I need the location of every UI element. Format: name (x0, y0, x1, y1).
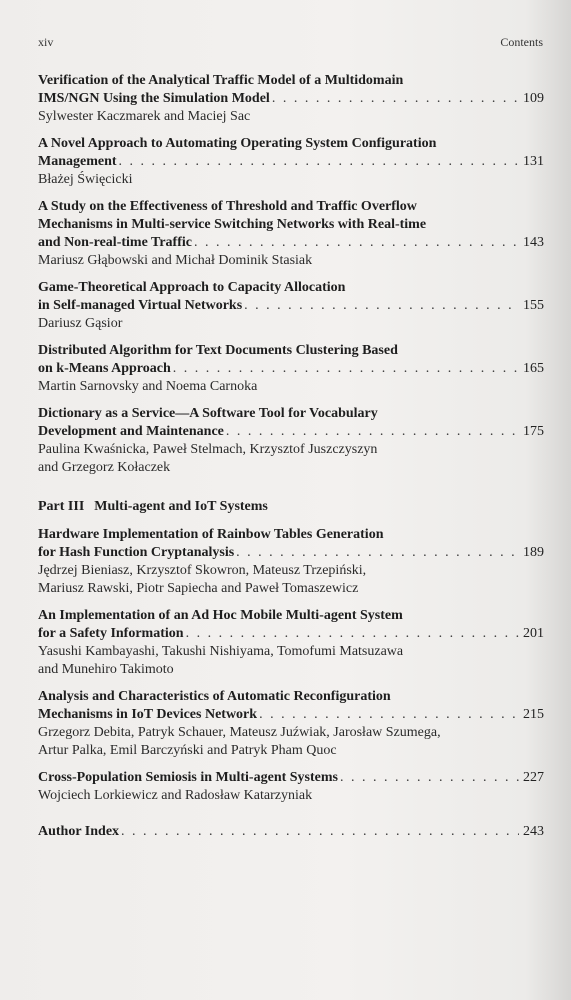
entry-authors: Grzegorz Debita, Patryk Schauer, Mateusz Juźwiak, Jarosław Szumega, (38, 725, 441, 740)
entry-authors: Dariusz Gąsior (38, 316, 123, 331)
entry-page-number: 189 (523, 545, 544, 560)
entry-title-text: Development and Maintenance (38, 424, 224, 439)
entry-authors: and Munehiro Takimoto (38, 662, 174, 677)
toc-entries-part-ii (38, 72, 544, 477)
entry-title-text: Mechanisms in IoT Devices Network (38, 707, 258, 722)
part-label: Part III (38, 499, 85, 514)
toc-entry[interactable] (38, 342, 544, 396)
entry-page-number: 109 (523, 91, 544, 106)
entry-title-last-line (38, 297, 544, 315)
dot-leader (119, 153, 519, 171)
entry-title-last-line (38, 90, 544, 108)
entry-authors: Błażej Święcicki (38, 172, 133, 187)
entry-page-number: 201 (523, 626, 544, 641)
toc-entry[interactable] (38, 688, 544, 760)
entry-title-last-line (38, 706, 544, 724)
toc-entry[interactable] (38, 405, 544, 477)
entry-title-line: Dictionary as a Service—A Software Tool for Vocabulary (38, 406, 378, 421)
entry-title-text: on k-Means Approach (38, 361, 171, 376)
dot-leader (173, 360, 519, 378)
entry-title-last-line (38, 625, 544, 643)
toc-entry[interactable] (38, 72, 544, 126)
entry-authors: and Grzegorz Kołaczek (38, 460, 171, 475)
entry-title-line: Analysis and Characteristics of Automatic Reconfiguration (38, 689, 391, 704)
page-number: xiv (38, 35, 54, 49)
running-head: Contents (500, 35, 543, 49)
page-header (38, 35, 543, 53)
dot-leader (244, 297, 519, 315)
entry-page-number: 165 (523, 361, 544, 376)
entry-title-last-line (38, 234, 544, 252)
entry-title-last-line (38, 544, 544, 562)
dot-leader (226, 423, 519, 441)
toc-entries-part-iii (38, 526, 544, 805)
entry-page-number: 143 (523, 235, 544, 250)
entry-authors: Mariusz Głąbowski and Michał Dominik Stasiak (38, 253, 313, 268)
toc-entry[interactable] (38, 279, 544, 333)
entry-title-last-line (38, 153, 544, 171)
toc-entry[interactable] (38, 198, 544, 270)
entry-title-line: Verification of the Analytical Traffic Model of a Multidomain (38, 73, 404, 88)
entry-title-line: An Implementation of an Ad Hoc Mobile Multi-agent System (38, 608, 403, 623)
entry-title-line: Hardware Implementation of Rainbow Tables Generation (38, 527, 384, 542)
entry-page-number: 131 (523, 154, 544, 169)
dot-leader (121, 823, 519, 841)
part-heading (38, 498, 544, 516)
entry-authors: Martin Sarnovsky and Noema Carnoka (38, 379, 258, 394)
dot-leader (259, 706, 519, 724)
entry-authors: Sylwester Kaczmarek and Maciej Sac (38, 109, 251, 124)
toc-entry[interactable] (38, 135, 544, 189)
dot-leader (236, 544, 519, 562)
entry-title-text: for a Safety Information (38, 626, 184, 641)
entry-page-number: 175 (523, 424, 544, 439)
entry-title-last-line (38, 360, 544, 378)
entry-title-line: Game-Theoretical Approach to Capacity Allocation (38, 280, 346, 295)
author-index-label: Author Index (38, 824, 120, 839)
entry-authors: Paulina Kwaśnicka, Paweł Stelmach, Krzysztof Juszczyszyn (38, 442, 378, 457)
entry-authors: Yasushi Kambayashi, Takushi Nishiyama, Tomofumi Matsuzawa (38, 644, 404, 659)
entry-title-text: and Non-real-time Traffic (38, 235, 192, 250)
entry-title-line: A Novel Approach to Automating Operating System Configuration (38, 136, 437, 151)
entry-title-line: Mechanisms in Multi-service Switching Networks with Real-time (38, 217, 427, 232)
toc-entry[interactable] (38, 769, 544, 805)
entry-authors: Wojciech Lorkiewicz and Radosław Katarzyniak (38, 788, 313, 803)
toc-entry[interactable] (38, 526, 544, 598)
author-index-page: 243 (523, 824, 544, 839)
entry-title-text: Management (38, 154, 117, 169)
entry-page-number: 215 (523, 707, 544, 722)
part-title: Multi-agent and IoT Systems (94, 499, 268, 514)
dot-leader (194, 234, 519, 252)
entry-page-number: 155 (523, 298, 544, 313)
entry-title-last-line (38, 423, 544, 441)
entry-title-text: IMS/NGN Using the Simulation Model (38, 91, 270, 106)
dot-leader (272, 90, 519, 108)
entry-title-text: for Hash Function Cryptanalysis (38, 545, 235, 560)
dot-leader (186, 625, 519, 643)
entry-title-text: Cross-Population Semiosis in Multi-agent Systems (38, 770, 338, 785)
entry-authors: Mariusz Rawski, Piotr Sapiecha and Paweł Tomaszewicz (38, 581, 359, 596)
toc-entry-author-index[interactable] (38, 823, 544, 841)
toc-entry-line (38, 823, 544, 841)
table-of-contents (38, 72, 544, 850)
entry-title-text: in Self-managed Virtual Networks (38, 298, 243, 313)
entry-title-last-line (38, 769, 544, 787)
entry-page-number: 227 (523, 770, 544, 785)
entry-title-line: Distributed Algorithm for Text Documents Clustering Based (38, 343, 398, 358)
entry-authors: Artur Palka, Emil Barczyński and Patryk Pham Quoc (38, 743, 337, 758)
entry-title-line: A Study on the Effectiveness of Threshold and Traffic Overflow (38, 199, 417, 214)
toc-entry[interactable] (38, 607, 544, 679)
dot-leader (340, 769, 519, 787)
entry-authors: Jędrzej Bieniasz, Krzysztof Skowron, Mateusz Trzepiński, (38, 563, 367, 578)
